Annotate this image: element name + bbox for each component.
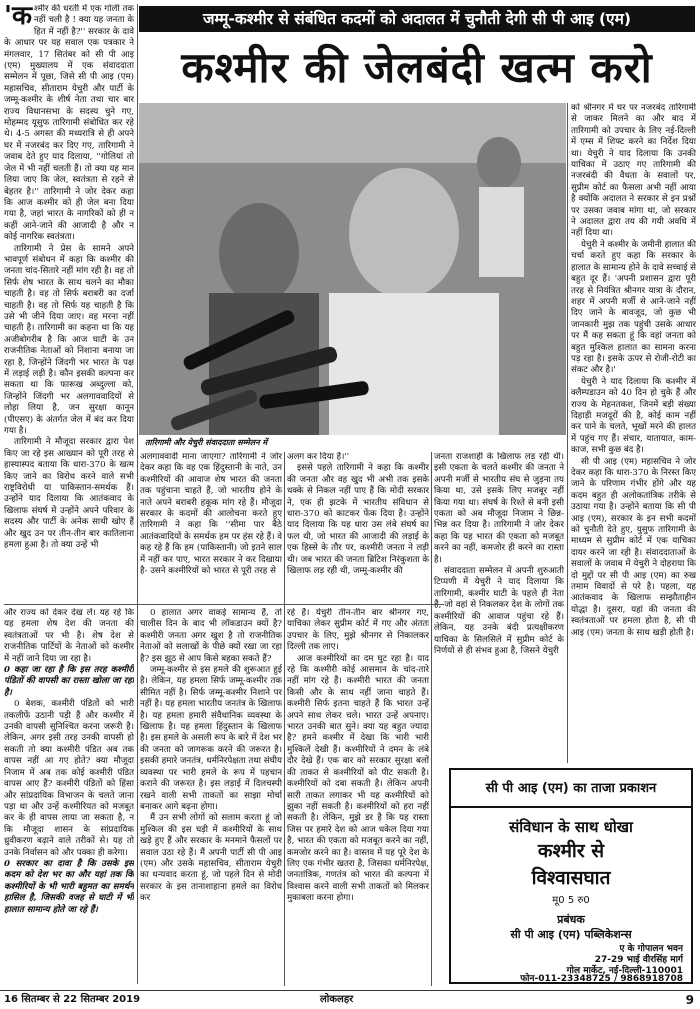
- article-column-1: [4, 4, 134, 604]
- paragraph: येचुरी ने कश्मीर के जमीनी हालात की चर्चा करते हुए कहा कि सरकार के हालात के सामान्य होने के दावे सच्चाई से बहुत दूर हैं। 'अपनी प्रशासन द्वारा पूरी तरह से नियंत्रित श्रीनगर यात्रा के दौरान, शहर में अपनी मर्जी से आने-जाने नहीं दिए जाने के बावजूद, जो कुछ भी जानकारी मुझ तक पहुंची उसके आधार पर मैं कह सकता हूं कि वहां जनता को बहुत मुश्किल हालात का सामना करना पड़ रहा है। इसके ऊपर से रोजी-रोटी का संकट और है।': [571, 239, 696, 376]
- ad-address-line: ए के गोपालन भवन: [619, 944, 683, 954]
- article-column-2: [140, 452, 282, 598]
- drop-cap: 'क: [4, 4, 32, 31]
- column-divider: [137, 4, 138, 984]
- paragraph: 0 बेशक, कश्मीरी पंडितों को भारी तकलीफें उठानी पड़ी हैं और कश्मीर में उनकी वापसी सुनिश्चित करना जरूरी है। लेकिन, अगर इसी तरह उनकी वापसी हो सकती तो क्या कश्मीरी पंडित अब तक वापस नहीं आ गए होते? क्या मौजूदा निजाम में अब तक कोई कश्मीरी पंडित वापस आए हैं? कश्मीरी पंडितों को हिंसा और सांप्रदायिक विभाजन के चलते जाना पड़ा था और उन्हें कश्मीरियत को मजबूत कर के ही वापस लाया जा सकता है, न कि मौजूदा शासन के सांप्रदायिक ध्रुवीकरण बढ़ाने वाले तरीकों से। यह तो उनके निर्वासन को और पक्का ही करेगा।: [4, 699, 134, 858]
- column-divider: [567, 103, 568, 763]
- photo-caption: तारिगामी और येचुरी संवाददाता सम्मेलन में: [145, 438, 268, 447]
- column-divider: [284, 452, 285, 986]
- ad-book-title-3: विश्वासघात: [531, 867, 611, 889]
- publication-ad: [449, 768, 693, 984]
- paragraph: सी पी आइ (एम) महासचिव ने जोर देकर कहा कि धारा-370 के निरस्त किए जाने के परिणाम गंभीर होंगे और यह कदम बहुत ही अलोकतांत्रिक तरीके से उठाया गया है। उन्होंने बताया कि सी पी आइ (एम), सरकार के इन सभी कदमों को चुनौती देते हुए, युसुफ तारिगामी के माध्यम से सुप्रीम कोर्ट में एक याचिका दायर करने जा रही है। संवाददाताओं के सवालों के जवाब में येचुरी ने दोहराया कि दो मुद्दों पर सी पी आइ (एम) का रुख तमाम विवादों से परे है। पहला, यह आतंकवाद के खिलाफ सम्झौताहीन योद्धा है। दूसरा, यहां की जनता की स्वतंत्रताओं पर हमला होता है, सी पी आइ (एम) जनता के साथ खड़ी होती है।: [571, 456, 696, 638]
- footer-paper-name: लोकलहर: [320, 994, 354, 1005]
- paragraph: श्मीर की धरती में एक गोली तक नहीं चली है ! क्या यह जनता के हित में नहीं है?'' सरकार के दावे के आधार पर यह सवाल एक पत्रकार ने मंगलवार, 17 सितंबर को सी पी आइ (एम) मुख्यालय में एक संवाददाता सम्मेलन में पूछा, जिसे सी पी आइ (एम) महासचिव, सीताराम येचुरी और पार्टी के जम्मू-कश्मीर के शीर्ष नेता तथा चार बार राज्य विधानसभा के सदस्य चुने गए, मोहम्मद यूसुफ तारिगामी संबोधित कर रहे थे। 4-5 अगस्त की मध्यरात्रि से ही अपने घर में नजरबंद कर दिए गए, तारिगामी ने जवाब देते हुए याद दिलाया, ''गोलियां तो जेल में भी नहीं चलती हैं। तो क्या यह मान लिया जाए कि जेल, स्वतंत्रता से रहने से बेहतर है।'' तारिगामी ने जोर देकर कहा कि आज कश्मीर को ही जेल बना दिया गया है, जहां भारत के नागरिकों को ही न कहीं आने-जाने की आजादी है और न कोई नागरिक स्वतंत्रता।: [4, 4, 134, 243]
- article-column-3: [287, 452, 429, 598]
- ad-book-title-2: कश्मीर से: [537, 840, 605, 862]
- ad-address-line: गोल मार्केट, नई-दिल्ली-110001: [566, 966, 683, 976]
- paragraph: जनता राजशाही के खिलाफ लड़ रही थी। इसी एकता के चलते कश्मीर की जनता ने अपनी मर्जी से भारतीय संघ से जुड़ना तय किया था, उसे इसके लिए मजबूर नहीं किया गया था। संघर्ष के रिश्ते से बनी इसी एकता को अब मौजूदा निजाम ने छिन्न-भिन्न कर दिया है। तारिगामी ने जोर देकर कहा कि यह भारत की एकता को मजबूत करने का नहीं, कमजोर ही करने का रास्ता है।: [434, 452, 564, 565]
- footer-date: 16 सितम्बर से 22 सितम्बर 2019: [4, 994, 141, 1005]
- paragraph: तारिगामी ने प्रेस के सामने अपने भावपूर्ण संबोधन में कहा कि कश्मीर की जनता चांद-सितारे नहीं मांग रही है। वह तो सिर्फ शेष भारत के साथ चलने का मौका चाहती है। वह तो सिर्फ बराबरी का दर्जा चाहती है। वह तो सिर्फ यह चाहती है कि उसे भी जीने दिया जाए। वह मरना नहीं चाहती है। तारिगामी का कहना था कि यह अजीबोगरीब है कि आज घाटी के उन राजनीतिक नेताओं को निशाना बनाया जा रहा है, जिन्होंने जिंदगी भर भारत के पक्ष में लड़ाई लड़ी है। कौन इसकी कल्पना कर सकता था कि फारूख अब्दुल्ला को, जिन्होंने जिंदगी भर अलगाववादियों से लोहा लिया है, जन सुरक्षा कानून (पीएसए) के अंतर्गत जेल में बंद कर दिया गया है।: [4, 243, 134, 437]
- ad-book-title-1: संविधान के साथ धोखा: [509, 818, 633, 836]
- ad-address-line: 27-29 भाई वीरसिंह मार्ग: [594, 955, 683, 965]
- paragraph: आज कश्मीरियों का दम घुट रहा है। याद रहे कि कश्मीरी कोई आसमान के चांद-तारे नहीं मांग रहे हैं। कश्मीरी भारत की जनता किसी और के साथ नहीं जाना चाहते हैं। कश्मीरी सिर्फ इतना चाहते हैं कि भारत उन्हें अपने साथ लेकर चले। भारत उन्हें अपनाए। भारत उनकी बात सुने। क्या यह बहुत ज्यादा है? हमने कश्मीर में देखा कि भारी भारी मुश्किलें देखी हैं। कश्मीरियों ने दमन के लंबे दौर देखे हैं। एक बार को सरकार सुरक्षा बलों की ताकत से कश्मीरियों को पीट सकती है। कश्मीरियों को दबा सकती है। लेकिन अपनी सारी ताकत लगाकर भी यह कश्मीरियों को झुका नहीं सकती है। कश्मीरियों को हरा नहीं सकती है। लेकिन, मुझे डर है कि यह रास्ता जिस पर हमारे देश को आज धकेल दिया गया है, भारत की एकता को मजबूत करने का नहीं, कमजोर करने का है। वास्तव में यह पूरे देश के लिए एक गंभीर खतरा है, जिसका धर्मनिरपेक्ष, जनतांत्रिक, गणतंत्र को भारत की कल्पना में विश्वास करने वाली सभी ताकतों को मिलकर मुकाबला करना होगा।: [287, 653, 429, 904]
- paragraph: अलग कर दिया है।'': [287, 452, 350, 462]
- paragraph: संवाददाता सम्मेलन में अपनी शुरुआती टिप्पणी में येचुरी ने याद दिलाया कि तारिगामी, कश्मीर घाटी के पहले ही नेता हैं, जो वहां से निकलकर देश के लोगों तक कश्मीरियों की आवाज पहुंचा रहे हैं। लेकिन, यह उनके बंदी प्रत्यक्षीकरण याचिका के सिलसिले में सुप्रीम कोर्ट के निर्णयों से ही संभव हुआ है, जिसने येचुरी: [434, 566, 564, 656]
- ad-phone: फोन-011-23348725 / 9868918708: [520, 974, 683, 984]
- ad-price: मू0 5 रु0: [552, 895, 590, 906]
- paragraph: अलगाववादी माना जाएगा? तारिगामी ने जोर देकर कहा कि वह एक हिंदुस्तानी के नाते, उन कश्मीरियों की आवाज शेष भारत की जनता तक पहुंचाना चाहते हैं, जो भारतीय होने के नाते अपने बराबरी हकूक मांग रहे हैं। मौजूदा सरकार के कदमों की आलोचना करते हुए तारिगामी ने कहा कि ''सीमा पार बैठे आतंकवादियों के समर्थक हम पर हंस रहे हैं। वे कह रहे हैं कि हम (पाकिस्तानी) जो इतने साल में नहीं कर पाए, भारत सरकार ने कर दिखाया है- उसने कश्मीरियों को भारत से पूरी तरह से: [140, 452, 282, 577]
- section-divider: [4, 604, 444, 605]
- article-column-4: [434, 452, 564, 752]
- ad-title: सी पी आइ (एम) का ताजा प्रकाशन: [451, 770, 691, 808]
- ad-address: [451, 944, 683, 966]
- paragraph: येचुरी ने याद दिलाया कि कश्मीर में क्लैम्पडाउन को 40 दिन हो चुके हैं और राज्य के मेहनतकश, जिनमें बड़ी संख्या दिहाड़ी मजदूरों की है, कोई काम नहीं कर पाने के चलते, भूखों मरने की हालत में पहुंच गए हैं। संचार, यातायात, काम-काज, सभी कुछ बंद है।: [571, 376, 696, 456]
- paragraph: 0 हालात अगर वाकई सामान्य हैं, तो चालीस दिन के बाद भी लॉकडाउन क्यों है? कश्मीरी जनता अगर खुश है तो राजनीतिक नेताओं को सलाखों के पीछे क्यों रखा जा रहा है? इस झूठ से आप किसे बहका सकते हैं?: [140, 608, 282, 664]
- kicker-banner: जम्मू-कश्मीर से संबंधित कदमों को अदालत में चुनौती देगी सी पी आइ (एम): [139, 6, 695, 32]
- paragraph: रहे हैं। येचुरी तीन-तीन बार श्रीनगर गए, याचिका लेकर सुप्रीम कोर्ट में गए और अंततः उपचार के लिए, मुझे श्रीनगर से निकालकर दिल्ली तक लाए।: [287, 608, 429, 653]
- interview-column-3: [287, 608, 429, 986]
- question: 0 कहा जा रहा है कि इस तरह कश्मीरी पंडितों की वापसी का रास्ता खोला जा रहा है।: [4, 665, 134, 698]
- interview-column-2: [140, 608, 282, 986]
- paragraph: और राज्य को देकर देख लें। यह रहे कि यह हमला शेष देश की जनता की स्वतंत्रताओं पर भी है। शेष देश से राजनीतिक पार्टियों के नेताओं को कश्मीर में नहीं जाने दिया जा रहा है।: [4, 608, 134, 664]
- press-conference-photo: [139, 103, 566, 435]
- headline: कश्मीर की जेलबंदी खत्म करो: [181, 43, 653, 92]
- paragraph: जम्मू-कश्मीर से इस हमले की शुरूआत हुई है। लेकिन, यह हमला सिर्फ जम्मू-कश्मीर तक सीमित नहीं है। सिर्फ जम्मू-कश्मीर निशाने पर नहीं है। यह हमला भारतीय जनतंत्र के खिलाफ है। यह हमला हमारी संवैधानिक व्यवस्था के खिलाफ है। यह हमला हिंदुस्तान के खिलाफ है। इस हमले के असली रूप के बारे में देश भर की जनता को जागरूक करने की जरूरत है। इसकी हमारे जनतंत्र, धर्मनिरपेक्षता तथा संघीय व्यवस्था पर भारी हमले के रूप में पहचान कराने की जरूरत है। इस लड़ाई में दिलचस्पी रखने वाली सभी ताकतों का साझा मोर्चा बनाकर आगे बढ़ना होगा।: [140, 665, 282, 812]
- article-column-5: [571, 103, 696, 763]
- paragraph: को श्रीनगर में घर पर नजरबंद तारिगामी से जाकर मिलने का और बाद में तारिगामी को उपचार के लिए नई-दिल्ली में एम्स में शिफ्ट करने का निर्देश दिया था। येचुरी ने याद दिलाया कि उनकी याचिका में उठाए गए तारिगामी की नजरबंदी की वैधता के सवालों पर, सुप्रीम कोर्ट का फैसला अभी नहीं आया है क्योंकि अदालत ने सरकार से इन प्रश्नों पर उसका जवाब मांगा था, जो सरकार ने अदालत द्वारा तय की गयी अवधि में नहीं दिया था।: [571, 103, 696, 239]
- column-divider: [431, 452, 432, 986]
- paragraph: तारिगामी ने मौजूदा सरकार द्वारा पेश किए जा रहे इस आख्यान को पूरी तरह से हास्यास्पद बताया कि धारा-370 के खत्म किए जाने का विरोध करने वाले सभी राष्ट्रविरोधी या पाकिस्तान-समर्थक हैं। उन्होंने याद दिलाया कि आतंकवाद के खिलाफ संघर्ष में उन्होंने अपने परिवार के सदस्य और पार्टी के अनेक साथी खोए हैं और खुद उन पर तीन-तीन बार कातिलाना हमला हुआ है। तो क्या उन्हें भी: [4, 437, 134, 551]
- question: 0 सरकार का दावा है कि उसके इस कदम को देश भर का और यहां तक कि कश्मीरियों के भी भारी बहुमत का समर्थन हासिल है, जिसकी वजह से घाटी में भी हालात सामान्य होते जा रहे हैं।: [4, 858, 134, 915]
- ad-publisher: सी पी आइ (एम) पब्लिकेशन्स: [510, 928, 632, 941]
- page-footer: [0, 990, 700, 1008]
- footer-page-number: 9: [685, 993, 694, 1007]
- paragraph: मैं उन सभी लोगों को सलाम करता हूं जो मुश्किल की इस घड़ी में कश्मीरियों के साथ खड़े हुए हैं और सरकार के मनमाने फैसलों पर सवाल उठा रहे हैं। मैं अपनी पार्टी सी पी आइ (एम) और उसके महासचिव, सीताराम येचुरी का धन्यवाद करता हूं, जो पहले दिन से मोदी सरकार के इस तानाशाहाना हमले का विरोध कर: [140, 813, 282, 904]
- photo-illustration: [139, 103, 566, 435]
- ad-publisher-label: प्रबंधक: [557, 913, 585, 926]
- interview-column-1: [4, 608, 134, 986]
- paragraph: इससे पहले तारिगामी ने कहा कि कश्मीर की जनता और वह खुद भी अभी तक इसके धक्के से निकल नहीं पाए हैं कि मोदी सरकार ने, एक ही झटके में भारतीय संविधान से धारा-370 को काटकर फेंक दिया है। उन्होंने याद दिलाया कि यह धारा उस लंबे संघर्ष का फल थी, जो भारत की आजादी की लड़ाई के एक हिस्से के तौर पर, कश्मीरी जनता ने लड़ी थी। जब भारत की जनता ब्रिटिश निरंकुशता के खिलाफ लड़ रही थी, जम्मू-कश्मीर की: [287, 463, 429, 577]
